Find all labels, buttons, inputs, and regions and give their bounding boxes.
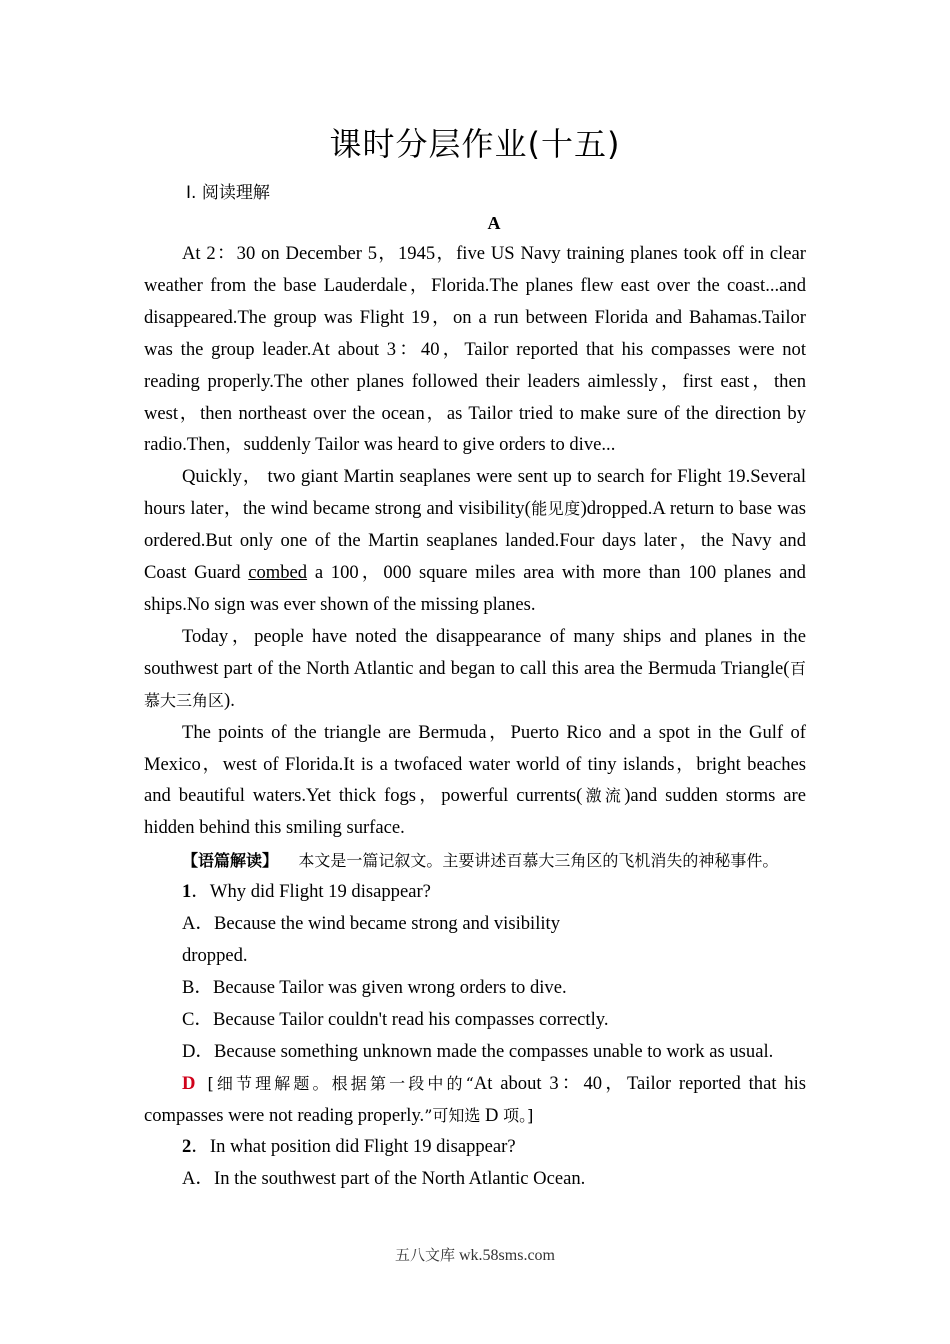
text-run: a 100，000 square miles area with more than 100 planes and ships.No sign was ever shown of the missing planes.	[144, 562, 806, 615]
text-run: Quickly， two giant Martin seaplanes were sent up to search for Flight 19.Several hours later，the wind became strong and visibility(	[144, 466, 806, 520]
passage-paragraph-2	[144, 461, 806, 621]
explanation-cn: ”可知选	[424, 1105, 481, 1125]
question-number: 2	[182, 1136, 192, 1158]
option-text: Because Tailor was given wrong orders to dive.	[213, 976, 567, 998]
underlined-word: combed	[248, 562, 308, 584]
analysis-text: 本文是一篇记叙文。主要讲述百慕大三角区的飞机消失的神秘事件。	[298, 851, 779, 871]
answer-letter: D	[182, 1072, 196, 1094]
passage-paragraph-1: At 2：30 on December 5，1945，five US Navy training planes took off in clear weather from the base Lauderdale，Florida.The planes flew east over the coast...and disappeared.The group was Flight 19，on a run between Florida and Bahamas.Tailor was the group leader.At about 3：40，Tailor reported that his compasses were not reading properly.The other planes followed their leaders aimlessly，first east，then west，then northeast over the ocean，as Tailor tried to make sure of the direction by radio.Then，suddenly Tailor was heard to give orders to dive...	[144, 243, 806, 456]
option-label: A．	[182, 913, 215, 935]
option-label: A．	[182, 1168, 215, 1190]
text-run: ).	[224, 689, 235, 711]
section-heading: Ⅰ. 阅读理解	[186, 183, 270, 203]
option-label: C．	[182, 1008, 213, 1030]
text-run: Today，people have noted the disappearance of many ships and planes in the southwest part of the North Atlantic and began to call this area the Bermuda Triangle(	[144, 625, 806, 679]
question-1-option-a-continuation: dropped.	[182, 945, 248, 967]
option-label: D．	[182, 1040, 215, 1062]
question-2-stem: 2．In what position did Flight 19 disappear?	[182, 1136, 516, 1158]
question-1-stem: 1．Why did Flight 19 disappear?	[182, 881, 431, 903]
option-text: Because Tailor couldn't read his compasses correctly.	[213, 1008, 609, 1030]
text-run: )and sudden storms are hidden behind this smiling surface.	[144, 785, 806, 839]
question-2-option-a	[144, 1163, 806, 1195]
page-title: 课时分层作业(十五)	[329, 125, 621, 163]
text-run: )dropped.A return to base was ordered.But only one of the Martin seaplanes landed.Four days later，the Navy and Coast Guard	[144, 498, 806, 584]
document-body	[144, 238, 806, 1195]
question-text: In what position did Flight 19 disappear?	[209, 1136, 516, 1158]
question-number: 1	[182, 881, 192, 903]
explanation-letter: D	[480, 1104, 504, 1126]
question-1-answer	[144, 1068, 806, 1132]
explanation-quote: At about 3：40，Tailor reported that his compasses were not reading properly.	[144, 1072, 806, 1126]
option-label: B．	[182, 976, 213, 998]
explanation-cn: [细节理解题。根据第一段中的“	[207, 1073, 474, 1093]
option-text: Because the wind became strong and visibility	[214, 913, 560, 935]
option-text: In the southwest part of the North Atlantic Ocean.	[214, 1168, 586, 1190]
explanation-cn: 项。]	[503, 1105, 534, 1125]
option-text: Because something unknown made the compasses unable to work as usual.	[214, 1040, 774, 1062]
chinese-gloss: 百慕大三角区	[144, 658, 806, 710]
question-1-option-a	[144, 908, 806, 940]
passage-label: A	[487, 213, 501, 233]
passage-analysis	[144, 844, 806, 876]
passage-paragraph-4	[144, 717, 806, 845]
question-1-option-c	[144, 1004, 806, 1036]
text-run: The points of the triangle are Bermuda，Puerto Rico and a spot in the Gulf of Mexico，west of Florida.It is a twofaced water world of tiny islands，bright beaches and beautiful waters.Yet thick fogs，powerful currents(	[144, 721, 806, 807]
question-text: Why did Flight 19 disappear?	[209, 881, 431, 903]
passage-paragraph-3	[144, 621, 806, 717]
chinese-gloss: 能见度	[530, 499, 581, 519]
analysis-tag: 【语篇解读】	[182, 851, 279, 871]
page-footer	[0, 1244, 950, 1265]
question-1-option-b	[144, 972, 806, 1004]
question-1-option-d	[144, 1036, 806, 1068]
footer-site: wk.58sms.com	[455, 1247, 555, 1264]
footer-brand: 五八文库	[394, 1246, 455, 1264]
chinese-gloss: 激流	[582, 786, 625, 806]
